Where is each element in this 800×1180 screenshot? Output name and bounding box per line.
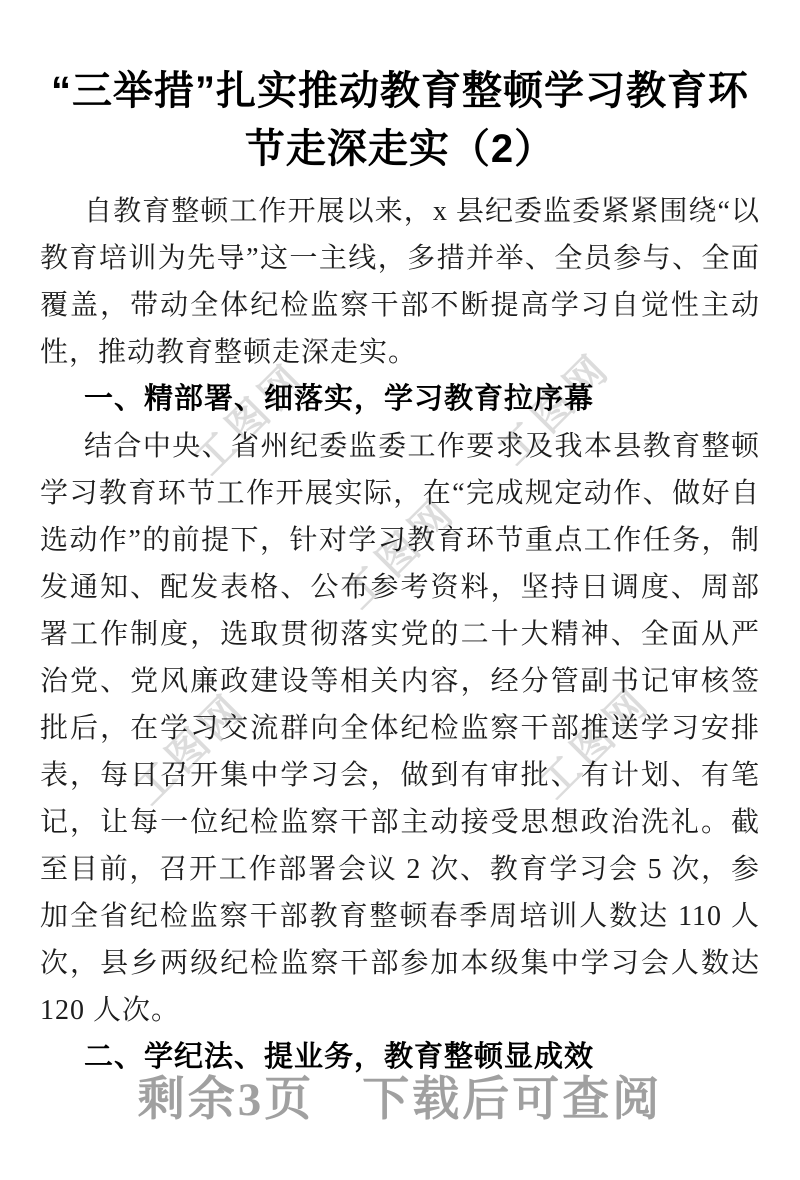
site-watermark: 工图网: [126, 684, 255, 814]
download-hint-label: 下载后可查阅: [362, 1074, 663, 1126]
section-heading-1: 一、精部署、细落实，学习教育拉序幕: [84, 383, 595, 415]
preview-limit-banner: [0, 1074, 800, 1126]
section-heading-2: 二、学纪法、提业务，教育整顿显成效: [84, 1041, 595, 1073]
paragraph-section-1: 结合中央、省州纪委监委工作要求及我本县教育整顿学习教育环节工作开展实际，在“完成规定动作、做好自选动作”的前提下，针对学习教育环节重点工作任务，制发通知、配发表格、公布参考资料，坚持日调度、周部署工作制度，选取贯彻落实党的二十大精神、全面从严治党、党风廉政建设等相关内容，经分管副书记审核签批后，在学习交流群向全体纪检监察干部推送学习安排表，每日召开集中学习会，做到有审批、有计划、有笔记，让每一位纪检监察干部主动接受思想政治洗礼。截至目前，召开工作部署会议 2 次、教育学习会 5 次，参加全省纪检监察干部教育整顿春季周培训人数达 110 人次，县乡两级纪检监察干部参加本级集中学习会人数达 120 人次。: [40, 431, 760, 1026]
pages-remaining-label: 剩余3页: [137, 1074, 315, 1126]
site-watermark: 工图网: [186, 354, 315, 484]
site-watermark: 工图网: [531, 678, 660, 808]
document-body: [40, 188, 760, 1081]
site-watermark: 工图网: [491, 344, 620, 474]
document-title: “三举措”扎实推动教育整顿学习教育环节走深走实（2）: [51, 69, 749, 171]
site-watermark: 工图网: [336, 488, 465, 618]
paragraph-intro: 自教育整顿工作开展以来，x 县纪委监委紧紧围绕“以教育培训为先导”这一主线，多措并举、全员参与、全面覆盖，带动全体纪检监察干部不断提高学习自觉性主动性，推动教育整顿走深走实。: [40, 196, 760, 368]
